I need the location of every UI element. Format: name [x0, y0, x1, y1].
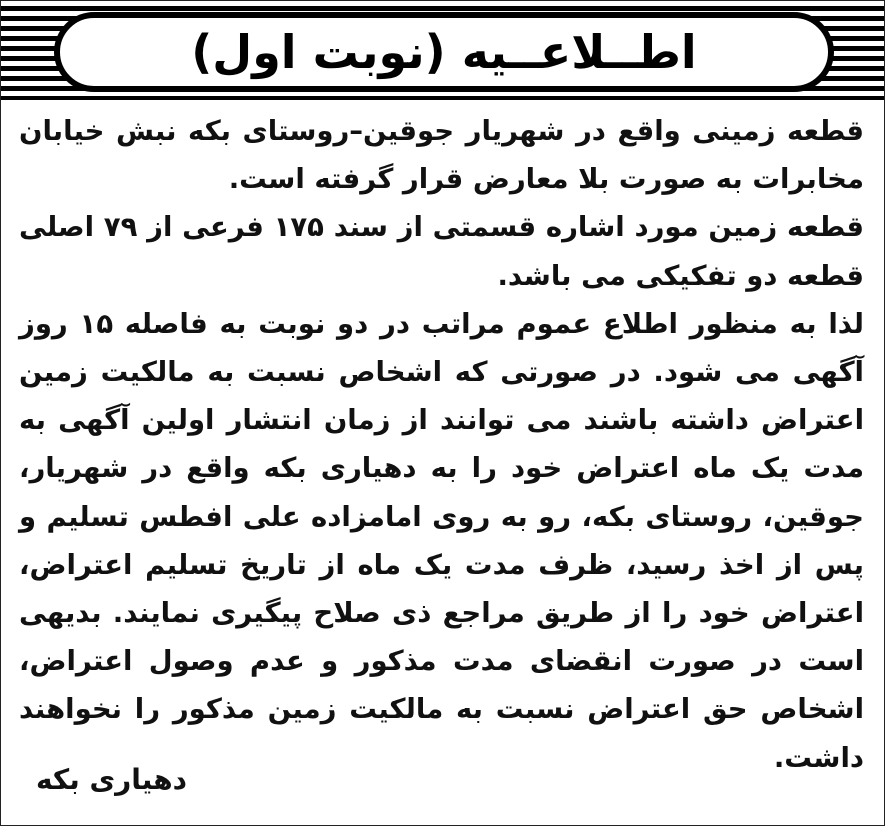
notice-title: اطــلاعــیه (نوبت اول)	[191, 25, 697, 79]
notice-body	[19, 107, 864, 782]
paragraph-deed: قطعه زمین مورد اشاره قسمتی از سند ۱۷۵ فرعی از ۷۹ اصلی قطعه دو تفکیکی می باشد.	[19, 211, 864, 292]
paragraph-objection: لذا به منظور اطلاع عموم مراتب در دو نوبت به فاصله ۱۵ روز آگهی می شود. در صورتی که اشخاص نسبت به مالکیت زمین اعتراض داشته باشند می توانند از زمان انتشار اولین آگهی به مدت یک ماه اعتراض خود را به دهیاری بکه واقع در شهریار، جوقین، روستای بکه، رو به روی امامزاده علی افطس تسلیم و پس از اخذ رسید، ظرف مدت یک ماه از تاریخ تسلیم اعتراض، اعتراض خود را از طریق مراجع ذی صلاح پیگیری نمایند. بدیهی است در صورت انقضای مدت مذکور و عدم وصول اعتراض، اشخاص حق اعتراض نسبت به مالکیت زمین مذکور را نخواهند داشت.	[19, 307, 864, 774]
title-frame	[54, 12, 834, 92]
paragraph-location: قطعه زمینی واقع در شهریار جوقین–روستای بکه نبش خیابان مخابرات به صورت بلا معارض قرار گرفته است.	[19, 115, 864, 196]
header-stripe-band	[1, 1, 884, 100]
signature: دهیاری بکه	[35, 763, 187, 796]
